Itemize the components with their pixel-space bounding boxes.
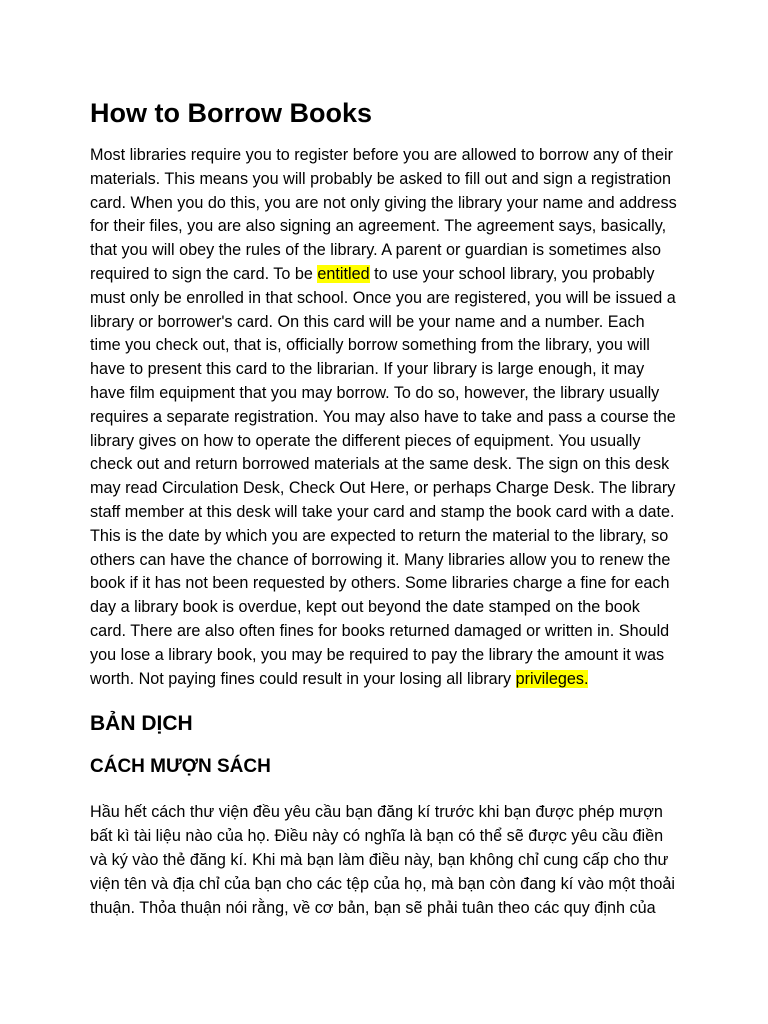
translation-subheading: CÁCH MƯỢN SÁCH	[90, 756, 271, 778]
highlighted-word-entitled: entitled	[317, 264, 370, 283]
page-title: How to Borrow Books	[90, 98, 372, 128]
highlighted-word-privileges: privileges.	[515, 669, 589, 688]
english-paragraph-part-1: Most libraries require you to register before you are allowed to borrow any of their materials. This means you will probably be asked to fill out and sign a registration card. When you do this, you are not only giving the library your name and address for their files, you are also signing an agreement. The agreement says, basically, that you will obey the rules of the library. A parent or guardian is sometimes also required to sign the card. To be	[90, 146, 677, 283]
english-paragraph-part-2: to use your school library, you probably must only be enrolled in that school. Once you are registered, you will be issued a library or borrower's card. On this card will be your name and a number. Each time you check out, that is, officially borrow something from the library, you will have to present this card to the librarian. If your library is large enough, it may have film equipment that you may borrow. To do so, however, the library usually requires a separate registration. You may also have to take and pass a course the library gives on how to operate the different pieces of equipment. You usually check out and return borrowed materials at the same desk. The sign on this desk may read Circulation Desk, Check Out Here, or perhaps Charge Desk. The library staff member at this desk will take your card and stamp the book card with a date. This is the date by which you are expected to return the material to the library, so others can have the chance of borrowing it. Many libraries allow you to renew the book if it has not been requested by others. Some libraries charge a fine for each day a library book is overdue, kept out beyond the date stamped on the book card. There are also often fines for books returned damaged or written in. Should you lose a library book, you may be required to pay the library the amount it was worth. Not paying fines could result in your losing all library	[90, 264, 676, 688]
english-paragraph	[90, 144, 678, 691]
vietnamese-paragraph: Hầu hết cách thư viện đều yêu cầu bạn đăng kí trước khi bạn được phép mượn bất kì tài liệu nào của họ. Điều này có nghĩa là bạn có thể sẽ được yêu cầu điền và ký vào thẻ đăng kí. Khi mà bạn làm điều này, bạn không chỉ cung cấp cho thư viện tên và địa chỉ của bạn cho các tệp của họ, mà bạn còn đang kí vào một thoải thuận. Thỏa thuận nói rằng, về cơ bản, bạn sẽ phải tuân theo các quy định của	[90, 803, 675, 917]
translation-heading: BẢN DỊCH	[90, 712, 193, 736]
